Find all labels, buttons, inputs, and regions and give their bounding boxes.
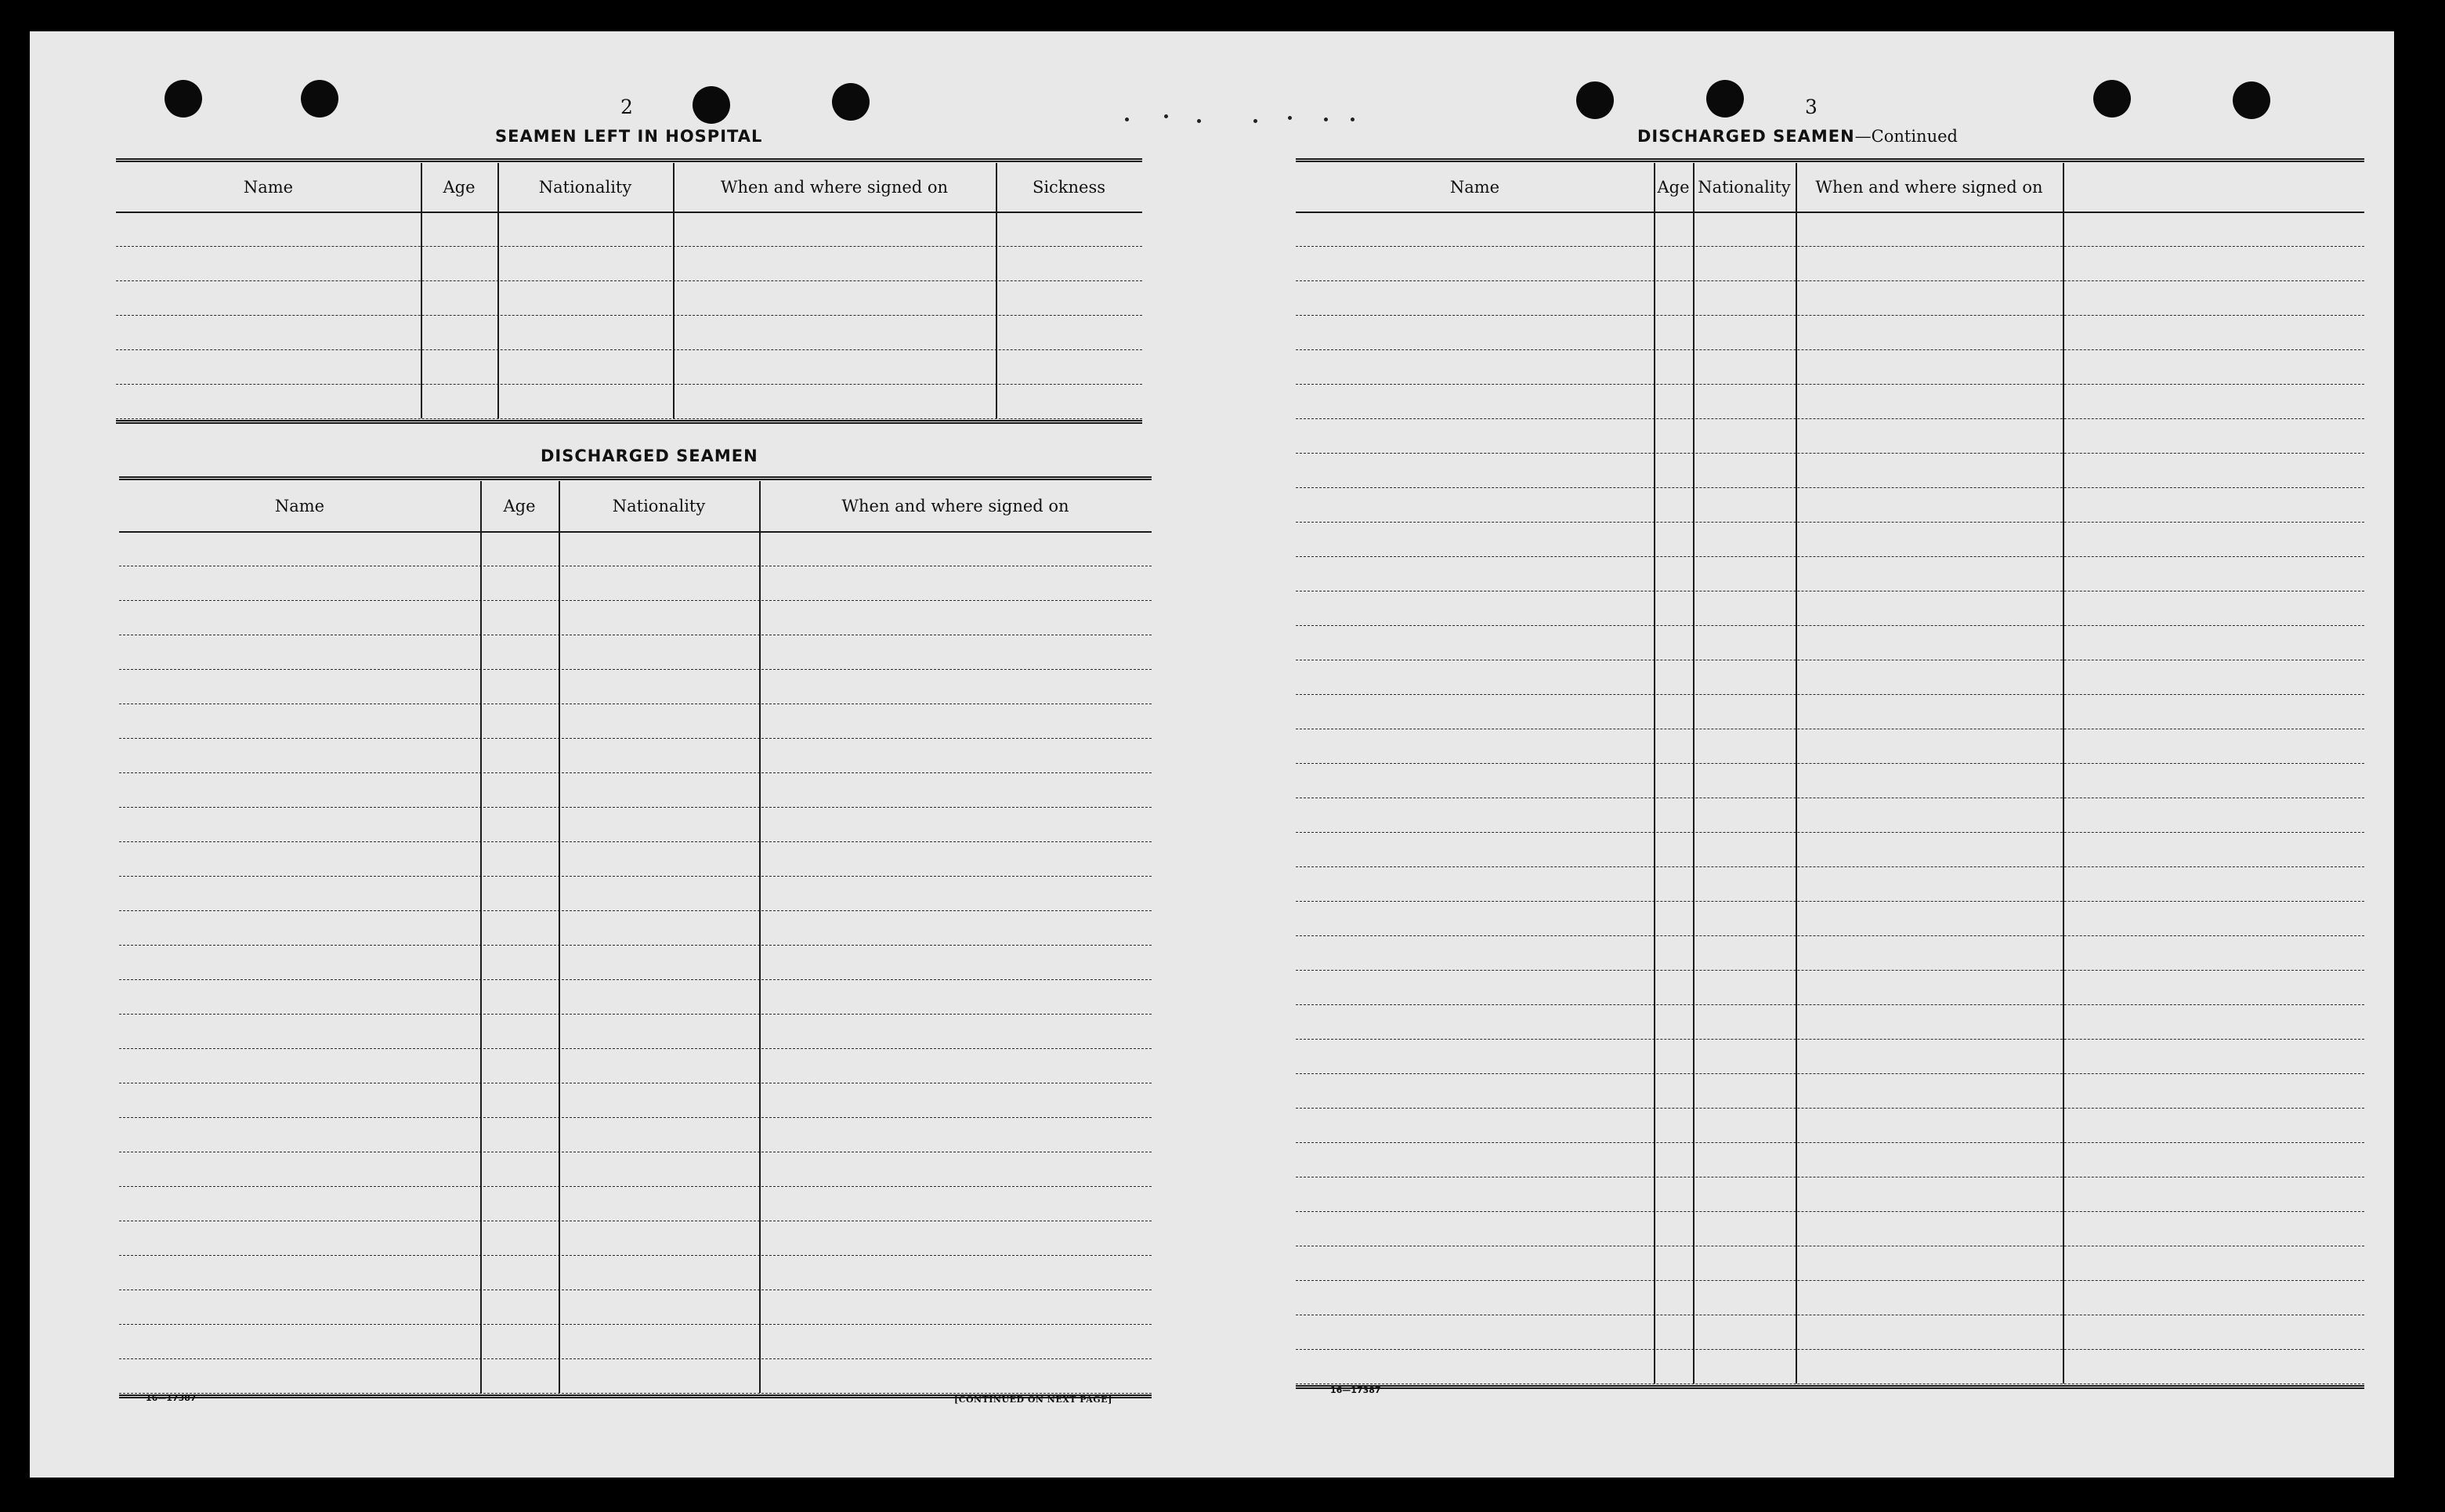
table-row xyxy=(119,635,1152,670)
table-row xyxy=(119,1221,1152,1256)
column-header: Name xyxy=(1449,178,1500,197)
ink-speck xyxy=(1164,114,1168,118)
table-row xyxy=(1296,384,2364,419)
punch-hole xyxy=(165,80,202,118)
discharged-section-title: DISCHARGED SEAMEN xyxy=(541,447,758,465)
table-top-rule xyxy=(1296,158,2364,162)
table-top-rule xyxy=(116,158,1142,162)
table-row xyxy=(1296,1280,2364,1315)
table-row xyxy=(119,876,1152,911)
column-header: Nationality xyxy=(538,178,632,197)
table-row xyxy=(1296,246,2364,281)
table-row xyxy=(119,566,1152,601)
table-row xyxy=(1296,694,2364,729)
table-row xyxy=(1296,763,2364,798)
table-row xyxy=(1296,1349,2364,1384)
discharged-table xyxy=(119,476,1152,1434)
column-divider xyxy=(1654,163,1655,1384)
ink-speck xyxy=(1125,118,1129,121)
table-row xyxy=(119,772,1152,808)
table-row xyxy=(1296,729,2364,764)
column-divider xyxy=(497,163,499,418)
table-row xyxy=(1296,1142,2364,1177)
table-row xyxy=(119,1048,1152,1083)
left-page-number: 2 xyxy=(620,96,633,118)
table-row xyxy=(1296,349,2364,385)
table-row xyxy=(1296,1108,2364,1143)
hospital-table xyxy=(116,158,1142,456)
table-row xyxy=(119,600,1152,635)
right-page-number: 3 xyxy=(1805,96,1817,118)
table-row xyxy=(1296,212,2364,247)
table-row xyxy=(119,1152,1152,1187)
right-form-id: 16—17387 xyxy=(1330,1385,1381,1395)
ink-speck xyxy=(1324,118,1328,121)
table-header xyxy=(1296,163,2364,213)
table-row xyxy=(1296,280,2364,316)
table-row xyxy=(119,531,1152,566)
ink-speck xyxy=(1253,119,1257,123)
table-row xyxy=(119,1255,1152,1290)
continued-note: [CONTINUED ON NEXT PAGE] xyxy=(954,1394,1112,1405)
table-row xyxy=(1296,1073,2364,1109)
table-row xyxy=(1296,1315,2364,1350)
table-row xyxy=(116,349,1142,385)
table-row xyxy=(116,315,1142,350)
table-row xyxy=(1296,832,2364,867)
punch-hole xyxy=(693,86,730,124)
column-header: When and where signed on xyxy=(720,178,949,197)
table-row xyxy=(119,704,1152,739)
table-row xyxy=(1296,798,2364,833)
column-divider xyxy=(480,481,482,1393)
table-row xyxy=(119,1117,1152,1152)
column-divider xyxy=(2063,163,2064,1384)
table-row xyxy=(1296,453,2364,488)
table-row xyxy=(119,1186,1152,1221)
column-header: Nationality xyxy=(612,497,706,515)
column-divider xyxy=(559,481,560,1393)
punch-hole xyxy=(301,80,338,118)
left-form-id: 16—17387 xyxy=(146,1393,197,1403)
table-row xyxy=(119,910,1152,946)
continued-suffix: —Continued xyxy=(1854,127,1958,146)
table-row xyxy=(119,945,1152,980)
table-row xyxy=(119,979,1152,1015)
table-row xyxy=(119,841,1152,877)
table-row xyxy=(1296,1211,2364,1246)
punch-hole xyxy=(1576,81,1614,119)
column-header: Sickness xyxy=(1032,178,1106,197)
punch-hole xyxy=(1706,80,1744,118)
column-divider xyxy=(421,163,422,418)
table-row xyxy=(116,384,1142,419)
column-divider xyxy=(759,481,761,1393)
column-header: When and where signed on xyxy=(1815,178,2043,197)
table-row xyxy=(1296,866,2364,902)
table-row xyxy=(1296,660,2364,695)
table-row xyxy=(119,1014,1152,1049)
punch-hole xyxy=(2093,80,2131,118)
table-row xyxy=(1296,487,2364,523)
ink-speck xyxy=(1288,116,1292,120)
column-divider xyxy=(1693,163,1695,1384)
table-row xyxy=(1296,935,2364,971)
table-row xyxy=(119,807,1152,842)
column-divider xyxy=(673,163,675,418)
table-row xyxy=(1296,418,2364,454)
table-row xyxy=(1296,522,2364,557)
column-divider xyxy=(996,163,997,418)
column-header: Age xyxy=(503,497,536,515)
table-row xyxy=(1296,1039,2364,1074)
table-row xyxy=(1296,1177,2364,1212)
table-row xyxy=(119,1290,1152,1325)
table-row xyxy=(119,1083,1152,1118)
table-row xyxy=(116,280,1142,316)
column-header: Name xyxy=(274,497,325,515)
table-bottom-rule xyxy=(116,420,1142,424)
ink-speck xyxy=(1351,118,1355,121)
table-bottom-rule xyxy=(1296,1385,2364,1389)
form-sheet xyxy=(30,31,2394,1478)
table-top-rule xyxy=(119,476,1152,480)
punch-hole xyxy=(2233,81,2270,119)
table-row xyxy=(1296,591,2364,626)
table-row xyxy=(119,1358,1152,1394)
table-row xyxy=(116,212,1142,247)
table-row xyxy=(1296,1004,2364,1040)
discharged-continued-title-text: DISCHARGED SEAMEN xyxy=(1637,127,1855,146)
table-row xyxy=(1296,901,2364,936)
column-header: When and where signed on xyxy=(841,497,1069,515)
hospital-section-title: SEAMEN LEFT IN HOSPITAL xyxy=(495,127,763,146)
table-header xyxy=(116,163,1142,213)
column-divider xyxy=(1796,163,1797,1384)
column-header: Age xyxy=(1657,178,1690,197)
ink-speck xyxy=(1197,119,1201,123)
column-header: Nationality xyxy=(1698,178,1791,197)
table-row xyxy=(1296,625,2364,660)
table-row xyxy=(116,246,1142,281)
table-row xyxy=(1296,970,2364,1005)
discharged-continued-table xyxy=(1296,158,2364,1429)
table-header xyxy=(119,481,1152,533)
column-header: Age xyxy=(443,178,476,197)
column-header: Name xyxy=(243,178,294,197)
punch-hole xyxy=(832,83,870,121)
table-row xyxy=(1296,315,2364,350)
table-row xyxy=(1296,1246,2364,1281)
table-row xyxy=(119,669,1152,704)
table-row xyxy=(1296,556,2364,591)
discharged-continued-title xyxy=(1637,127,1958,146)
table-row xyxy=(119,738,1152,773)
table-row xyxy=(119,1324,1152,1359)
